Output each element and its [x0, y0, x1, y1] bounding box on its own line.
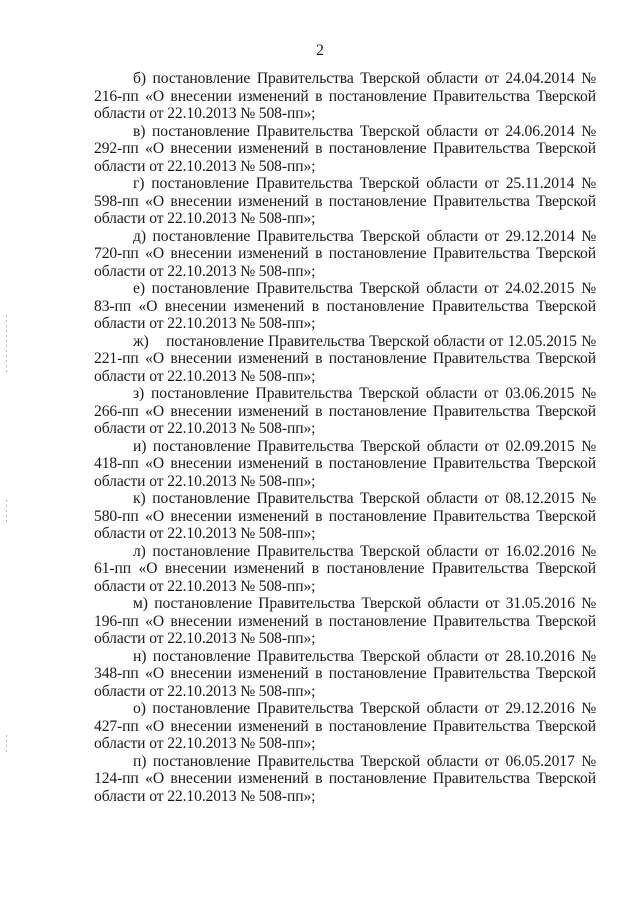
item-letter: д)	[133, 227, 146, 245]
list-item-b	[94, 70, 596, 123]
item-letter: н)	[133, 647, 147, 665]
item-letter: з)	[133, 385, 145, 402]
item-text: постановление Правительства Тверской области от 16.02.2016 № 61-пп «О внесении изменений в постановление Правительства Тверской области от 22.10.2013 № 508-пп»;	[94, 542, 596, 595]
item-letter: г)	[133, 175, 145, 192]
page-number: 2	[316, 42, 324, 59]
item-letter: м)	[133, 595, 148, 612]
item-letter: о)	[133, 700, 146, 717]
list-item-z	[94, 385, 596, 438]
item-letter: ж)	[133, 332, 149, 350]
item-text: постановление Правительства Тверской области от 08.12.2015 № 580-пп «О внесении изменений в постановление Правительства Тверской области от 22.10.2013 № 508-пп»;	[94, 490, 596, 542]
item-text: постановление Правительства Тверской области от 02.09.2015 № 418-пп «О внесении изменений в постановление Правительства Тверской области от 22.10.2013 № 508-пп»;	[94, 437, 596, 490]
list-item-p	[94, 753, 596, 806]
list-item-k	[94, 490, 596, 543]
item-letter: и)	[133, 437, 147, 455]
scan-margin-mark	[6, 500, 7, 525]
list-item-g	[94, 175, 596, 228]
item-letter: к)	[133, 490, 146, 507]
list-item-v	[94, 123, 596, 176]
item-letter: б)	[133, 70, 146, 87]
item-text: постановление Правительства Тверской области от 29.12.2014 № 720-пп «О внесении изменений в постановление Правительства Тверской области от 22.10.2013 № 508-пп»;	[94, 227, 596, 280]
list-item-zh	[94, 333, 596, 386]
item-text: постановление Правительства Тверской области от 24.02.2015 № 83-пп «О внесении изменений в постановление Правительства Тверской области от 22.10.2013 № 508-пп»;	[94, 280, 596, 332]
item-letter: е)	[133, 280, 145, 297]
scan-margin-mark	[6, 315, 7, 375]
item-letter: п)	[133, 752, 147, 770]
list-item-o	[94, 700, 596, 753]
list-item-d	[94, 228, 596, 281]
item-text: постановление Правительства Тверской области от 29.12.2016 № 427-пп «О внесении изменений в постановление Правительства Тверской области от 22.10.2013 № 508-пп»;	[94, 700, 596, 752]
item-text: постановление Правительства Тверской области от 31.05.2016 № 196-пп «О внесении изменений в постановление Правительства Тверской области от 22.10.2013 № 508-пп»;	[94, 595, 596, 647]
list-item-n	[94, 648, 596, 701]
item-letter: л)	[133, 542, 146, 560]
item-text: постановление Правительства Тверской области от 24.04.2014 № 216-пп «О внесении изменений в постановление Правительства Тверской области от 22.10.2013 № 508-пп»;	[94, 70, 596, 122]
item-text: постановление Правительства Тверской области от 03.06.2015 № 266-пп «О внесении изменений в постановление Правительства Тверской области от 22.10.2013 № 508-пп»;	[94, 385, 596, 437]
list-item-m	[94, 595, 596, 648]
document-body	[94, 70, 596, 805]
list-item-e	[94, 280, 596, 333]
item-text: постановление Правительства Тверской области от 25.11.2014 № 598-пп «О внесении изменений в постановление Правительства Тверской области от 22.10.2013 № 508-пп»;	[94, 175, 596, 227]
scan-margin-mark	[6, 735, 7, 755]
item-text: постановление Правительства Тверской области от 28.10.2016 № 348-пп «О внесении изменений в постановление Правительства Тверской области от 22.10.2013 № 508-пп»;	[94, 647, 596, 700]
item-letter: в)	[133, 122, 146, 140]
item-text: постановление Правительства Тверской области от 24.06.2014 № 292-пп «О внесении изменений в постановление Правительства Тверской области от 22.10.2013 № 508-пп»;	[94, 122, 596, 175]
list-item-i	[94, 438, 596, 491]
item-text: постановление Правительства Тверской области от 06.05.2017 № 124-пп «О внесении изменений в постановление Правительства Тверской области от 22.10.2013 № 508-пп»;	[94, 752, 596, 805]
list-item-l	[94, 543, 596, 596]
item-text: постановление Правительства Тверской области от 12.05.2015 № 221-пп «О внесении изменений в постановление Правительства Тверской области от 22.10.2013 № 508-пп»;	[94, 332, 596, 385]
